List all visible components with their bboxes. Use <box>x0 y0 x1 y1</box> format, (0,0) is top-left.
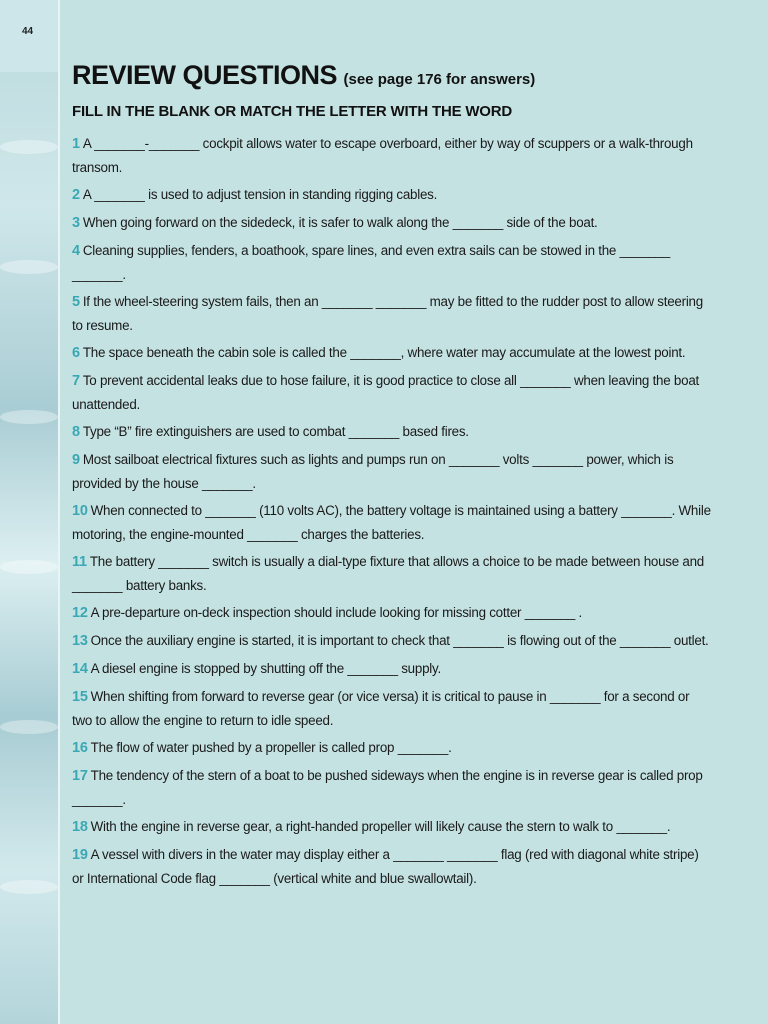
question-item <box>72 499 712 546</box>
question-item <box>72 448 712 495</box>
question-item <box>72 420 712 444</box>
answers-reference: (see page 176 for answers) <box>343 71 536 88</box>
wave-decoration <box>0 140 58 154</box>
question-number: 2 <box>72 187 80 203</box>
wave-decoration <box>0 560 58 574</box>
question-text: Cleaning supplies, fenders, a boathook, spare lines, and even extra sails can be stowed in the _______ _______. <box>72 243 670 282</box>
question-number: 8 <box>72 424 80 440</box>
question-number: 19 <box>72 847 88 863</box>
question-item <box>72 211 712 235</box>
question-text: A vessel with divers in the water may display either a _______ _______ flag (red with diagonal white stripe) or International Code flag _______ (vertical white and blue swallowtail). <box>72 847 699 886</box>
question-number: 14 <box>72 661 88 677</box>
question-number: 10 <box>72 503 88 519</box>
question-text: If the wheel-steering system fails, then an _______ _______ may be fitted to the rudder post to allow steering to resume. <box>72 294 703 333</box>
main-content <box>72 60 712 894</box>
question-number: 4 <box>72 243 80 259</box>
question-number: 7 <box>72 373 80 389</box>
question-item <box>72 369 712 416</box>
question-text: When going forward on the sidedeck, it is safer to walk along the _______ side of the boat. <box>82 215 598 230</box>
decorative-water-strip <box>0 0 60 1024</box>
question-item <box>72 815 712 839</box>
section-heading: FILL IN THE BLANK OR MATCH THE LETTER WITH THE WORD <box>72 103 513 120</box>
question-text: A diesel engine is stopped by shutting off the _______ supply. <box>90 661 441 676</box>
question-text: The flow of water pushed by a propeller is called prop _______. <box>90 740 452 755</box>
question-number: 6 <box>72 345 80 361</box>
question-text: The space beneath the cabin sole is called the _______, where water may accumulate at the lowest point. <box>82 345 686 360</box>
question-item <box>72 601 712 625</box>
wave-decoration <box>0 720 58 734</box>
page-title: REVIEW QUESTIONS <box>72 60 338 90</box>
question-item <box>72 183 712 207</box>
question-text: A _______-_______ cockpit allows water to escape overboard, either by way of scuppers or a walk-through transom. <box>72 136 693 175</box>
question-text: Once the auxiliary engine is started, it is important to check that _______ is flowing out of the _______ outlet. <box>90 633 709 648</box>
question-item <box>72 843 712 890</box>
question-number: 17 <box>72 768 88 784</box>
question-number: 9 <box>72 452 80 468</box>
page-number-box <box>0 0 58 72</box>
question-number: 11 <box>72 554 87 570</box>
question-text: To prevent accidental leaks due to hose failure, it is good practice to close all _______ when leaving the boat unattended. <box>72 373 699 412</box>
question-item <box>72 736 712 760</box>
question-text: A _______ is used to adjust tension in standing rigging cables. <box>82 187 438 202</box>
question-item <box>72 132 712 179</box>
question-number: 16 <box>72 740 88 756</box>
question-item <box>72 550 712 597</box>
question-item <box>72 629 712 653</box>
page-title-line <box>72 60 712 91</box>
question-number: 18 <box>72 819 88 835</box>
question-text: The battery _______ switch is usually a dial-type fixture that allows a choice to be made between house and _______ battery banks. <box>72 554 704 593</box>
question-text: A pre-departure on-deck inspection should include looking for missing cotter _______ . <box>90 605 583 620</box>
question-number: 3 <box>72 215 80 231</box>
question-text: Most sailboat electrical fixtures such as lights and pumps run on _______ volts _______ power, which is provided by the house _______. <box>72 452 674 491</box>
question-number: 5 <box>72 294 80 310</box>
wave-decoration <box>0 410 58 424</box>
wave-decoration <box>0 260 58 274</box>
question-item <box>72 239 712 286</box>
question-number: 13 <box>72 633 88 649</box>
question-number: 12 <box>72 605 88 621</box>
page-number: 44 <box>22 26 34 37</box>
question-text: The tendency of the stern of a boat to be pushed sideways when the engine is in reverse gear is called prop _______. <box>72 768 703 807</box>
question-text: When shifting from forward to reverse gear (or vice versa) it is critical to pause in _______ for a second or two to allow the engine to return to idle speed. <box>72 689 690 728</box>
question-item <box>72 657 712 681</box>
question-number: 15 <box>72 689 88 705</box>
question-item <box>72 685 712 732</box>
question-item <box>72 290 712 337</box>
question-text: Type “B” fire extinguishers are used to combat _______ based fires. <box>82 424 469 439</box>
question-item <box>72 341 712 365</box>
question-list <box>72 132 712 890</box>
question-number: 1 <box>72 136 80 152</box>
question-item <box>72 764 712 811</box>
question-text: With the engine in reverse gear, a right-handed propeller will likely cause the stern to walk to _______. <box>90 819 671 834</box>
wave-decoration <box>0 880 58 894</box>
question-text: When connected to _______ (110 volts AC), the battery voltage is maintained using a battery _______. While motoring, the engine-mounted _______ charges the batteries. <box>72 503 711 542</box>
